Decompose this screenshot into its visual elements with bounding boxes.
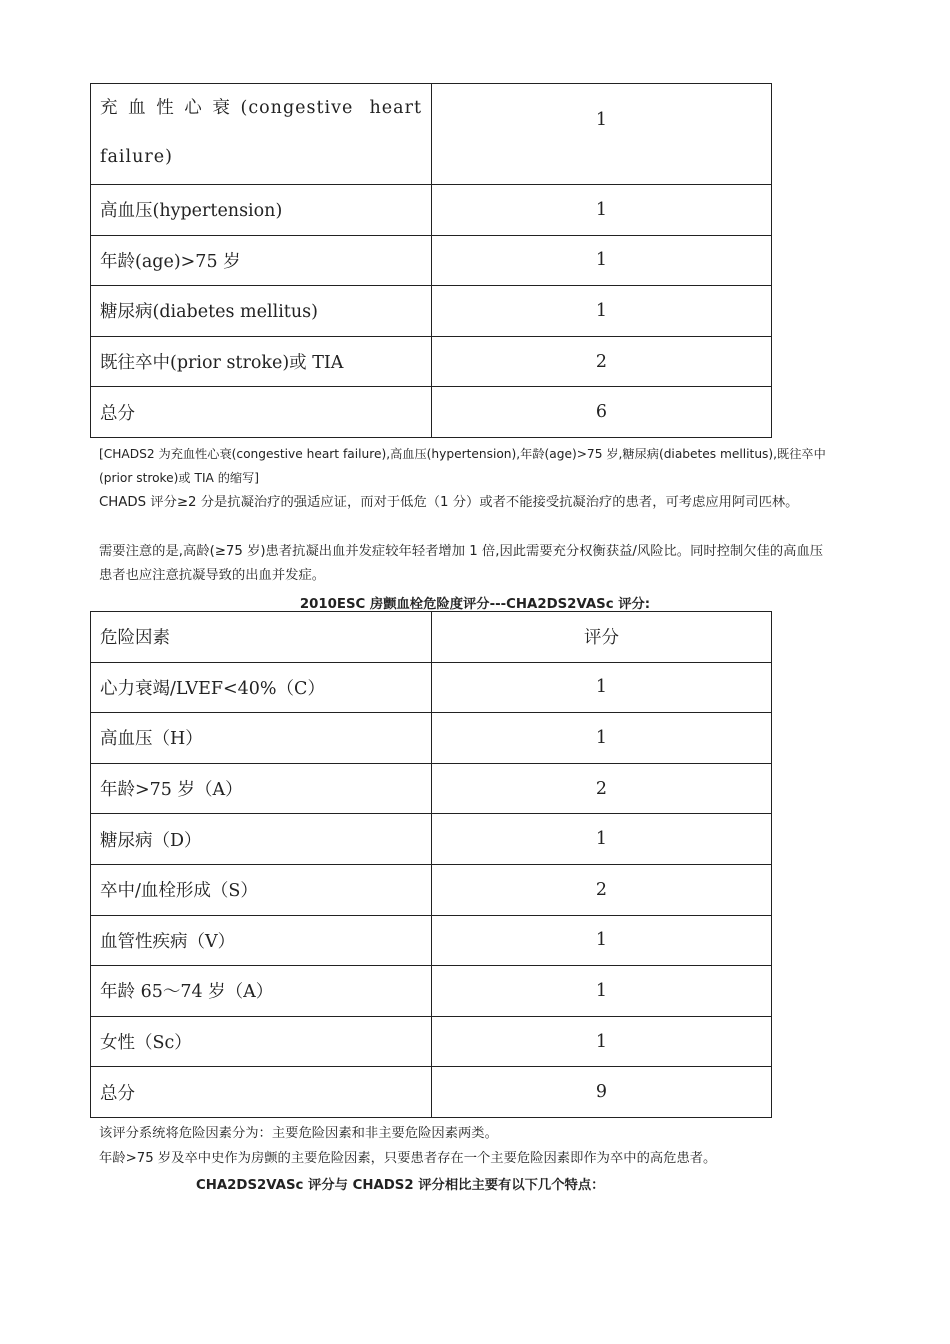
abbreviation-note: [CHADS2 为充血性心衰(congestive heart failure),高血压(hypertension),年龄(age)>75 岁,糖尿病(diabetes mellitus),既往卒中(prior stroke)或 TIA 的缩写] — [99, 447, 826, 485]
score-cell: 1 — [432, 185, 772, 236]
indication-paragraph: CHADS 评分≥2 分是抗凝治疗的强适应证，而对于低危（1 分）或者不能接受抗凝治疗的患者，可考虑应用阿司匹林。 — [99, 495, 799, 510]
risk-factor-cell: 年龄(age)>75 岁 — [91, 235, 432, 286]
table-row — [91, 84, 772, 185]
risk-factor-cell: 高血压(hypertension) — [91, 185, 432, 236]
risk-factor-cell: 高血压（H） — [91, 713, 432, 764]
total-label-cell: 总分 — [91, 1067, 432, 1118]
score-cell: 1 — [432, 713, 772, 764]
risk-factor-cell: 血管性疾病（V） — [91, 915, 432, 966]
table-row — [91, 286, 772, 337]
score-cell: 2 — [432, 336, 772, 387]
table-row — [91, 336, 772, 387]
table-row — [91, 763, 772, 814]
table-row — [91, 966, 772, 1017]
score-cell: 1 — [432, 915, 772, 966]
score-cell: 1 — [432, 1016, 772, 1067]
caution-paragraph: 需要注意的是,高龄(≥75 岁)患者抗凝出血并发症较年轻者增加 1 倍,因此需要充分权衡获益/风险比。同时控制欠佳的高血压患者也应注意抗凝导致的出血并发症。 — [99, 544, 824, 583]
table-row — [91, 864, 772, 915]
table-row — [91, 915, 772, 966]
score-cell: 1 — [432, 814, 772, 865]
major-factor-paragraph: 年龄>75 岁及卒中史作为房颤的主要危险因素，只要患者存在一个主要危险因素即作为卒中的高危患者。 — [99, 1151, 717, 1166]
classification-paragraph: 该评分系统将危险因素分为：主要危险因素和非主要危险因素两类。 — [99, 1126, 498, 1141]
cha2ds2vasc-table — [90, 611, 772, 1118]
risk-factor-cell: 既往卒中(prior stroke)或 TIA — [91, 336, 432, 387]
score-cell: 1 — [432, 662, 772, 713]
table-row — [91, 662, 772, 713]
table-row — [91, 1016, 772, 1067]
chads2-table — [90, 83, 772, 438]
table-header-row — [91, 612, 772, 663]
risk-factor-cell: 女性（Sc） — [91, 1016, 432, 1067]
table-row — [91, 713, 772, 764]
risk-factor-cell: 糖尿病(diabetes mellitus) — [91, 286, 432, 337]
risk-factor-cell: 糖尿病（D） — [91, 814, 432, 865]
table-row — [91, 185, 772, 236]
table-row — [91, 387, 772, 438]
risk-factor-cell: 卒中/血栓形成（S） — [91, 864, 432, 915]
risk-factor-cell: 年龄 65～74 岁（A） — [91, 966, 432, 1017]
score-header: 评分 — [432, 612, 772, 663]
risk-factor-cell: 心力衰竭/LVEF<40%（C） — [91, 662, 432, 713]
risk-factor-header: 危险因素 — [91, 612, 432, 663]
score-cell: 1 — [432, 84, 772, 185]
table-row — [91, 1067, 772, 1118]
total-score-cell: 9 — [432, 1067, 772, 1118]
table-row — [91, 235, 772, 286]
score-cell: 2 — [432, 763, 772, 814]
score-cell: 2 — [432, 864, 772, 915]
risk-factor-cell: 年龄>75 岁（A） — [91, 763, 432, 814]
comparison-heading: CHA2DS2VASc 评分与 CHADS2 评分相比主要有以下几个特点： — [196, 1178, 605, 1193]
table-row — [91, 814, 772, 865]
table2-title: 2010ESC 房颤血栓危险度评分---CHA2DS2VASc 评分: — [299, 597, 651, 612]
score-cell: 1 — [432, 966, 772, 1017]
total-label-cell: 总分 — [91, 387, 432, 438]
score-cell: 1 — [432, 286, 772, 337]
score-cell: 1 — [432, 235, 772, 286]
risk-factor-cell: 充血性心衰(congestive heart failure) — [91, 84, 432, 185]
total-score-cell: 6 — [432, 387, 772, 438]
